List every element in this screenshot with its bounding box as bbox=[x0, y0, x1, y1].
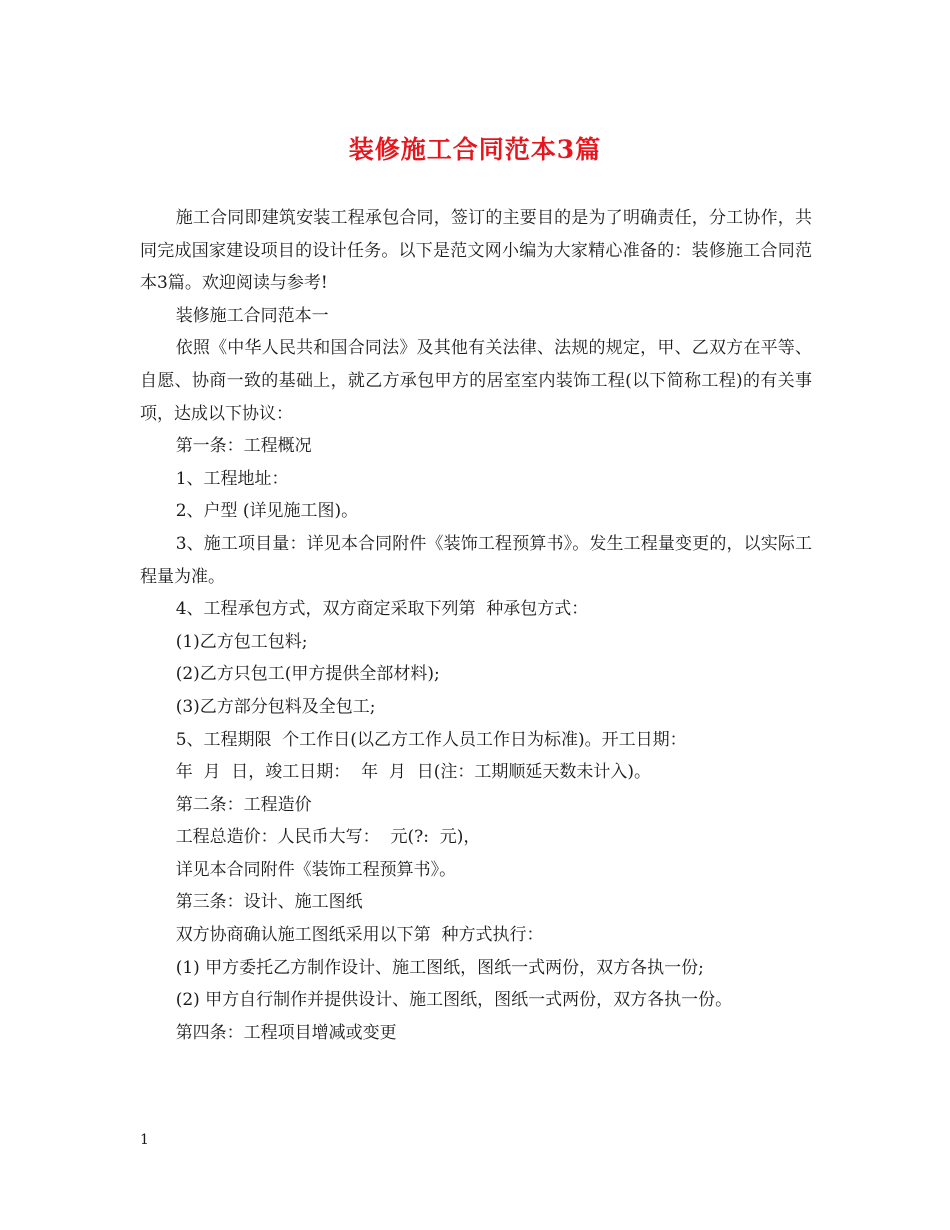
paragraph-dates: 年 月 日，竣工日期： 年 月 日(注：工期顺延天数未计入)。 bbox=[175, 762, 651, 783]
paragraph-total-cost: 工程总造价：人民币大写： 元(?: 元)， bbox=[175, 827, 481, 848]
paragraph-contract-method: 4、工程承包方式，双方商定采取下列第 种承包方式： bbox=[175, 599, 589, 620]
paragraph-heading-sample-one: 装修施工合同范本一 bbox=[175, 305, 329, 326]
paragraph-drawing-option-two: (2) 甲方自行制作并提供设计、施工图纸，图纸一式两份，双方各执一份。 bbox=[175, 990, 733, 1011]
paragraph-intro: 施工合同即建筑安装工程承包合同，签订的主要目的是为了明确责任，分工协作，共同完成国家建设项目的设计任务。以下是范文网小编为大家精心准备的：装修施工合同范本3篇。欢迎阅读与参考! bbox=[140, 208, 812, 294]
paragraph-article-one: 第一条：工程概况 bbox=[175, 436, 312, 457]
paragraph-article-four: 第四条：工程项目增减或变更 bbox=[175, 1022, 397, 1043]
paragraph-option-one: (1)乙方包工包料; bbox=[175, 631, 308, 652]
paragraph-drawing-option-one: (1) 甲方委托乙方制作设计、施工图纸，图纸一式两份，双方各执一份; bbox=[175, 957, 704, 978]
paragraph-work-period: 5、工程期限 个工作日(以乙方工作人员工作日为标准)。开工日期： bbox=[175, 729, 687, 750]
paragraph-project-quantity: 3、施工项目量：详见本合同附件《装饰工程预算书》。发生工程量变更的，以实际工程量为准。 bbox=[140, 533, 812, 587]
paragraph-legal-basis: 依照《中华人民共和国合同法》及其他有关法律、法规的规定，甲、乙双方在平等、自愿、协商一致的基础上，就乙方承包甲方的居室室内装饰工程(以下简称工程)的有关事项，达成以下协议： bbox=[140, 338, 812, 424]
document-title: 装修施工合同范本3篇 bbox=[348, 135, 602, 164]
paragraph-budget-reference: 详见本合同附件《装饰工程预算书》。 bbox=[175, 859, 457, 880]
paragraph-article-two: 第二条：工程造价 bbox=[175, 794, 312, 815]
paragraph-option-three: (3)乙方部分包料及全包工; bbox=[175, 696, 376, 717]
document-body bbox=[140, 202, 812, 1049]
paragraph-house-type: 2、户型 (详见施工图)。 bbox=[175, 501, 359, 522]
paragraph-article-three: 第三条：设计、施工图纸 bbox=[175, 892, 363, 913]
paragraph-drawing-method: 双方协商确认施工图纸采用以下第 种方式执行： bbox=[175, 925, 544, 946]
page-number: 1 bbox=[140, 1132, 149, 1148]
paragraph-option-two: (2)乙方只包工(甲方提供全部材料); bbox=[175, 664, 440, 685]
paragraph-project-address: 1、工程地址： bbox=[175, 468, 289, 489]
